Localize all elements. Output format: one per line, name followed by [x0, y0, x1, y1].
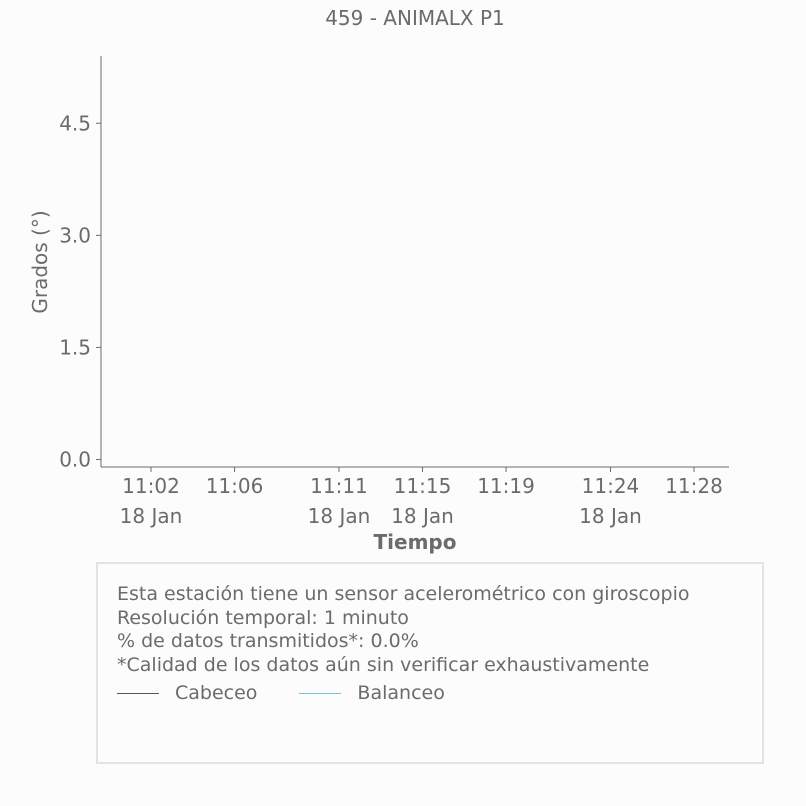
x-tick-label-time: 11:11 [310, 474, 368, 498]
info-line-sensor: Esta estación tiene un sensor acelerométrico con giroscopio [117, 583, 690, 605]
x-tick-label-date: 18 Jan [307, 504, 371, 528]
y-tick-label: 4.5 [59, 111, 91, 136]
info-line-transmitted: % de datos transmitidos*: 0.0% [117, 630, 419, 652]
info-line-quality-note: *Calidad de los datos aún sin verificar exhaustivamente [117, 653, 650, 676]
y-axis-label: Grados (°) [28, 210, 52, 314]
x-tick-label-date: 18 Jan [119, 504, 183, 528]
x-tick-label-date: 18 Jan [579, 504, 642, 528]
x-ticks [120, 467, 723, 528]
legend-item-balanceo [299, 682, 444, 704]
x-axis-label: Tiempo [373, 530, 457, 554]
y-tick-label: 3.0 [59, 223, 91, 248]
legend-label-balanceo: Balanceo [357, 682, 445, 704]
x-tick-label-time: 11:06 [205, 474, 264, 498]
y-tick-label: 0.0 [59, 447, 91, 472]
x-tick-label-time: 11:24 [581, 474, 640, 498]
x-tick-label-date: 18 Jan [391, 504, 454, 528]
x-tick-label-time: 11:15 [393, 474, 452, 498]
x-tick-label-time: 11:19 [477, 474, 535, 498]
x-tick-label-time: 11:02 [122, 474, 180, 498]
y-ticks [59, 111, 101, 471]
legend-label-cabeceo: Cabeceo [175, 682, 258, 704]
info-text [117, 583, 690, 677]
x-tick-label-time: 11:28 [665, 474, 723, 498]
chart-title: 459 - ANIMALX P1 [325, 6, 505, 30]
legend-swatch-cabeceo [117, 693, 159, 694]
info-legend-box [96, 562, 764, 764]
legend [117, 682, 487, 704]
legend-item-cabeceo [117, 682, 257, 704]
legend-swatch-balanceo [299, 693, 341, 694]
info-line-resolution: Resolución temporal: 1 minuto [117, 606, 409, 629]
y-tick-label: 1.5 [59, 335, 91, 360]
